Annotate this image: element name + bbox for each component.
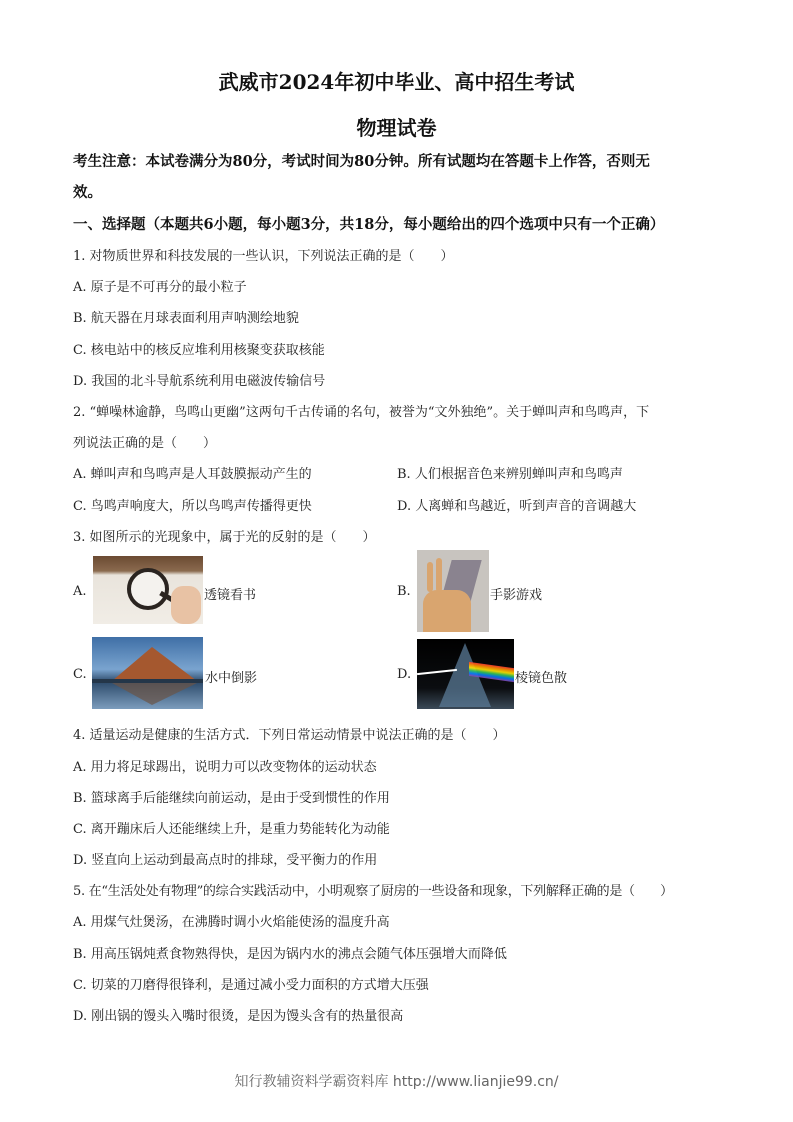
hand-shadow-photo [417,550,489,632]
option-a-letter: A. [73,584,87,599]
option-b: B. 航天器在月球表面利用声呐测绘地貌 [73,311,299,326]
option-d-caption: 棱镜色散 [515,671,568,686]
option-c-caption: 水中倒影 [205,671,258,686]
mountain-lake-reflection-photo [92,637,203,709]
option-d-letter: D. [397,667,412,682]
option-d: D. 竖直向上运动到最高点时的排球，受平衡力的作用 [73,853,378,868]
question-stem-line-1: 2. “蝉噪林逾静，鸟鸣山更幽”这两句千古传诵的名句，被誉为“文外独绝”。关于蝉叫声和鸟鸣声，下 [73,405,650,420]
prism-dispersion-photo [417,639,514,709]
notice-line-2: 效。 [73,184,102,201]
question-stem-line-2: 列说法正确的是（ ） [73,436,217,451]
exam-subtitle: 物理试卷 [356,116,437,140]
option-a: A. 用煤气灶煲汤，在沸腾时调小火焰能使汤的温度升高 [73,915,390,930]
option-d: D. 刚出锅的馒头入嘴时很烫，是因为馒头含有的热量很高 [73,1009,404,1024]
option-a: A. 用力将足球踢出，说明力可以改变物体的运动状态 [73,760,377,775]
option-b: B. 篮球离手后能继续向前运动，是由于受到惯性的作用 [73,791,390,806]
question-stem: 5. 在“生活处处有物理”的综合实践活动中，小明观察了厨房的一些设备和现象，下列解释正确的是（ ） [73,884,673,899]
footer-watermark: 知行教辅资料学霸资料库 http://www.lianjie99.cn/ [234,1074,559,1090]
section-heading: 一、选择题（本题共6小题，每小题3分，共18分，每小题给出的四个选项中只有一个正确） [73,216,665,233]
question-stem: 4. 适量运动是健康的生活方式．下列日常运动情景中说法正确的是（ ） [73,728,506,743]
option-c-letter: C. [73,667,87,682]
option-c: C. 核电站中的核反应堆利用核聚变获取核能 [73,343,325,358]
option-b: B. 用高压锅炖煮食物熟得快，是因为锅内水的沸点会随气体压强增大而降低 [73,947,507,962]
option-c: C. 离开蹦床后人还能继续上升，是重力势能转化为动能 [73,822,390,837]
option-b-caption: 手影游戏 [490,588,543,603]
question-stem: 1. 对物质世界和科技发展的一些认识，下列说法正确的是（ ） [73,249,454,264]
question-stem: 3. 如图所示的光现象中，属于光的反射的是（ ） [73,530,376,545]
option-a: A. 蝉叫声和鸟鸣声是人耳鼓膜振动产生的 [73,467,312,482]
option-c: C. 切菜的刀磨得很锋利，是通过减小受力面积的方式增大压强 [73,978,429,993]
option-d: D. 我国的北斗导航系统利用电磁波传输信号 [73,374,326,389]
option-b-letter: B. [397,584,411,599]
option-c: C. 鸟鸣声响度大，所以鸟鸣声传播得更快 [73,499,312,514]
option-b: B. 人们根据音色来辨别蝉叫声和鸟鸣声 [397,467,623,482]
notice-line-1: 考生注意：本试卷满分为80分，考试时间为80分钟。所有试题均在答题卡上作答，否则无 [73,153,650,170]
option-d: D. 人离蝉和鸟越近，听到声音的音调越大 [397,499,637,514]
option-a: A. 原子是不可再分的最小粒子 [73,280,247,295]
magnifying-glass-reading-photo [93,556,203,624]
exam-title: 武威市2024年初中毕业、高中招生考试 [218,70,575,94]
option-a-caption: 透镜看书 [204,588,257,603]
